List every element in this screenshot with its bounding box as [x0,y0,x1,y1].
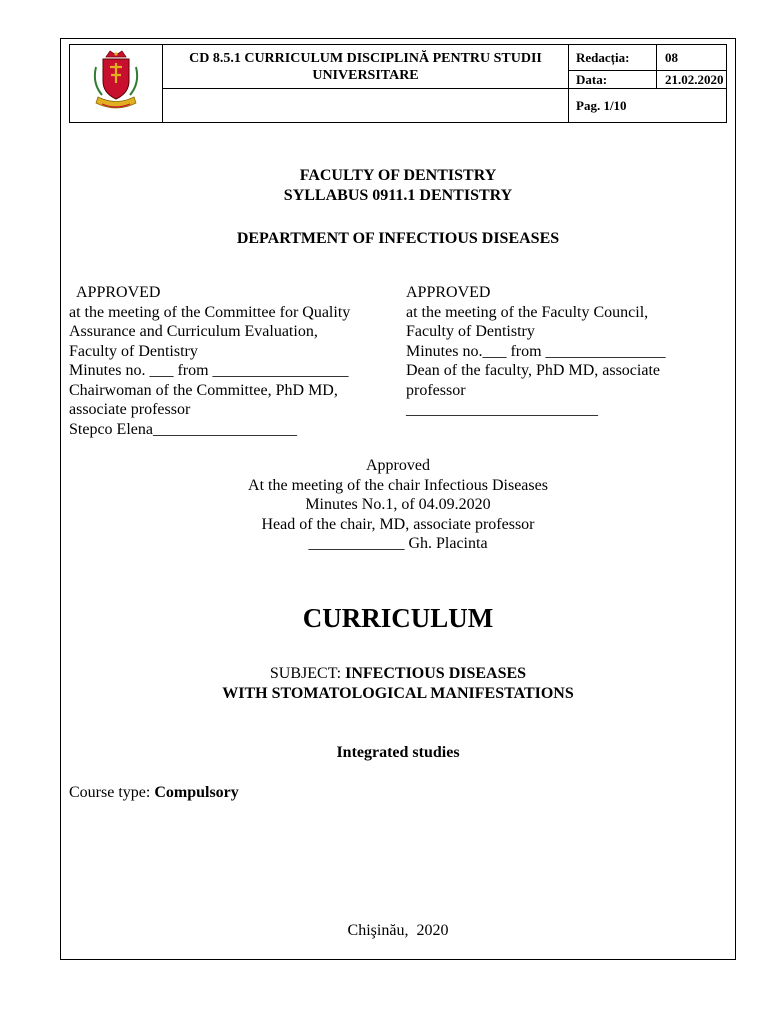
syllabus-title: SYLLABUS 0911.1 DENTISTRY [283,187,513,204]
faculty-heading [60,166,736,206]
university-crest-icon [90,49,142,113]
approval-chair-line: Head of the chair, MD, associate professor [261,515,535,533]
course-type-value: Compulsory [154,784,239,801]
approval-right-line: at the meeting of the Faculty Council, [406,303,649,321]
approval-right-line: Faculty of Dentistry [406,323,535,340]
approval-right-block [406,283,726,420]
approval-right-line: professor [406,381,466,399]
redactia-label: Redacția: [569,45,657,71]
subject-line-1 [60,664,736,684]
subject-block [60,664,736,704]
date-label: Data: [569,71,657,89]
subject-prefix: SUBJECT: [269,665,346,682]
approval-chair-line: Approved [366,457,430,474]
place-and-year: Chişinău, 2020 [347,922,449,939]
approval-left-block [69,283,399,439]
approval-left-line: at the meeting of the Committee for Quality [69,303,351,321]
approval-right-line: APPROVED [406,284,491,301]
page-number: Pag. 1/10 [569,89,727,123]
document-code: CD 8.5.1 CURRICULUM DISCIPLINĂ PENTRU STUDII UNIVERSITARE [163,45,569,89]
approval-chair-line: At the meeting of the chair Infectious Diseases [248,476,548,494]
approval-left-line: APPROVED [76,284,161,301]
approval-left-line: Stepco Elena__________________ [69,420,297,438]
approval-right-line: ________________________ [406,401,598,418]
approval-left-line: Chairwoman of the Committee, PhD MD, [69,381,338,399]
date-value: 21.02.2020 [657,71,727,89]
approval-left-line: associate professor [69,401,191,418]
title-cell-filler [163,89,569,123]
approval-chair-line: ____________ Gh. Placinta [308,535,488,552]
studies-label: Integrated studies [336,744,460,761]
approval-right-line: Dean of the faculty, PhD MD, associate [406,362,660,379]
approval-chair-block [60,456,736,554]
course-type [69,783,239,803]
redactia-value: 08 [657,45,727,71]
faculty-title: FACULTY OF DENTISTRY [299,167,497,184]
department-title: DEPARTMENT OF INFECTIOUS DISEASES [236,230,560,247]
logo-cell [70,45,163,123]
approval-left-line: Minutes no. ___ from _________________ [69,362,349,379]
subject-line-2: WITH STOMATOLOGICAL MANIFESTATIONS [222,685,574,702]
course-type-label: Course type: [69,784,155,801]
approval-right-line: Minutes no.___ from _______________ [406,342,666,360]
main-title: CURRICULUM [302,603,494,633]
approval-left-line: Faculty of Dentistry [69,342,198,360]
document-header-table [69,44,727,123]
approval-left-line: Assurance and Curriculum Evaluation, [69,323,318,340]
approval-chair-line: Minutes No.1, of 04.09.2020 [305,496,491,513]
subject-name: INFECTIOUS DISEASES [345,665,527,682]
